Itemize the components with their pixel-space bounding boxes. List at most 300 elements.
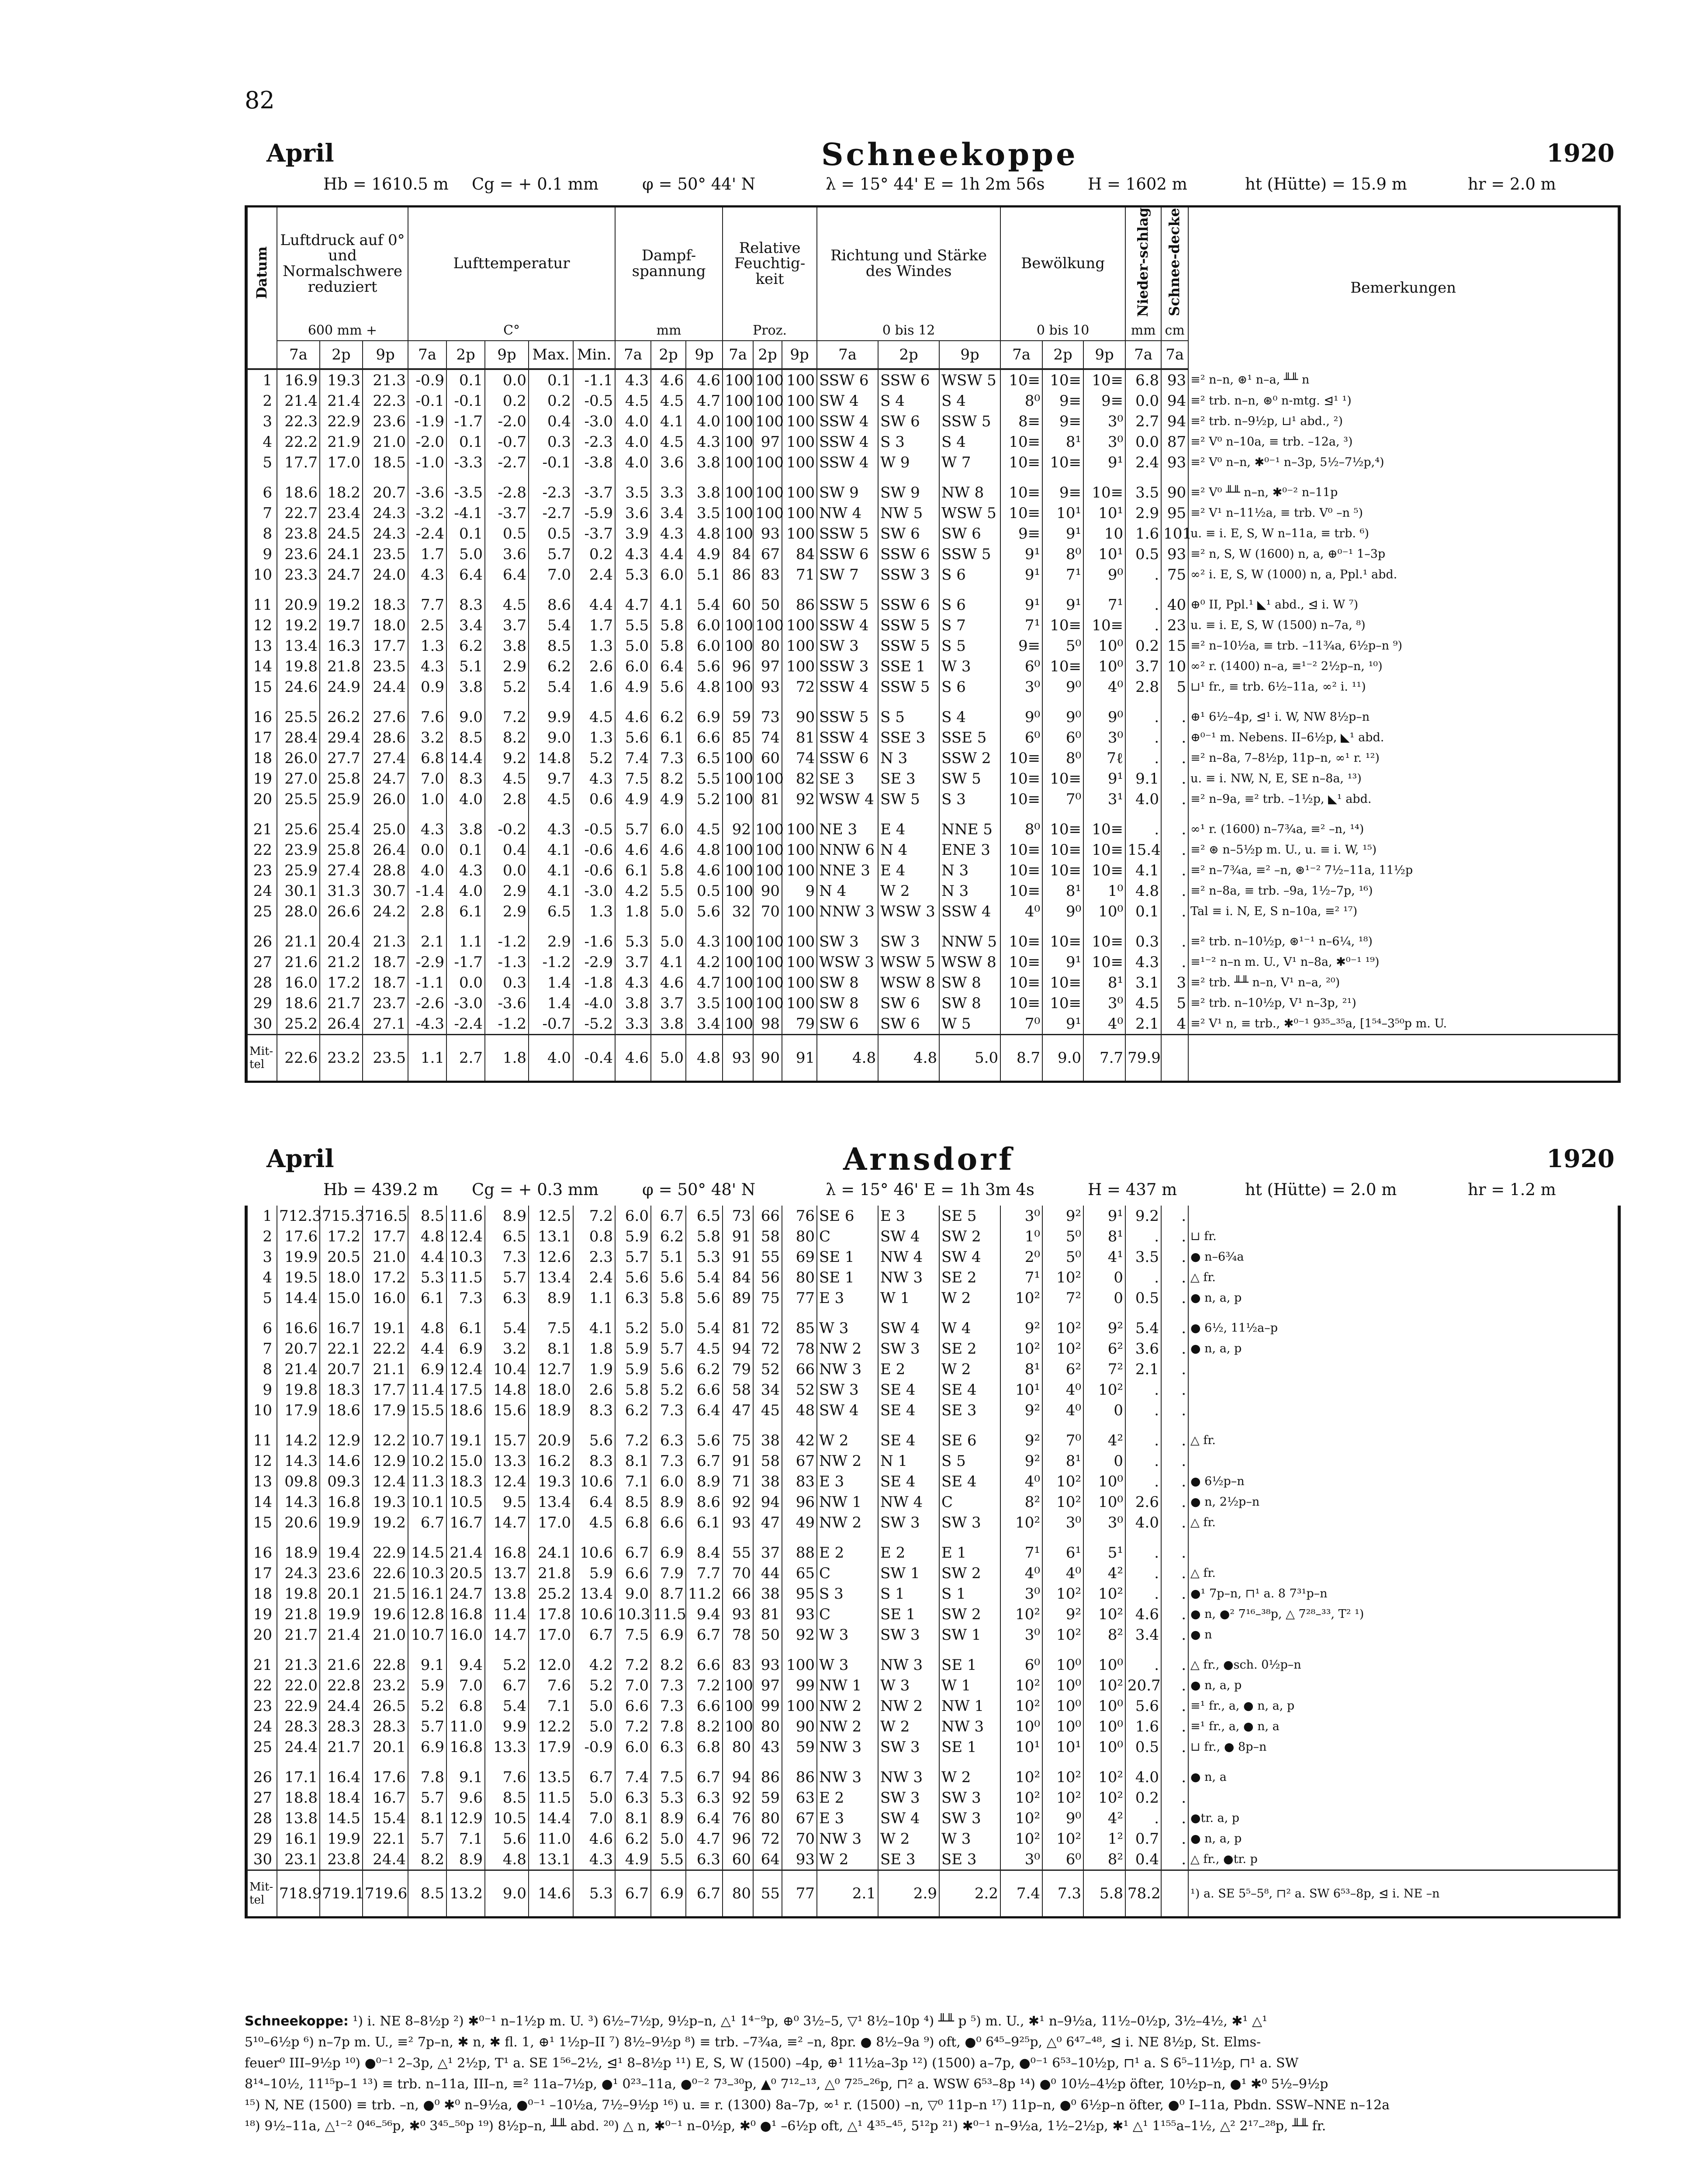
value-cell: 5.6	[651, 1267, 686, 1288]
value-cell: W 2	[939, 1359, 1000, 1379]
spacer-cell	[686, 1420, 723, 1430]
value-cell: 4.3	[615, 972, 651, 993]
value-cell: 84	[723, 1267, 753, 1288]
value-cell: .	[1161, 1787, 1188, 1808]
spacer-cell	[939, 585, 1000, 594]
value-cell: 4.3	[615, 369, 651, 390]
spacer-cell	[529, 1757, 573, 1767]
datum-header-label: Datum	[253, 246, 270, 299]
spacer-cell	[723, 922, 753, 931]
date-cell: 6	[247, 482, 277, 503]
value-cell: 14.8	[529, 748, 573, 768]
table-row	[247, 931, 1618, 952]
value-cell: 10²	[1042, 1338, 1083, 1359]
table-row	[247, 1737, 1618, 1757]
value-cell: SW 5	[878, 789, 939, 809]
value-cell: 7.2	[686, 1675, 723, 1696]
time-header: 2p	[753, 341, 782, 369]
value-cell: 99	[782, 1675, 817, 1696]
spacer-cell	[782, 1645, 817, 1655]
value-cell: 3.4	[1125, 1624, 1161, 1645]
value-cell: 21.7	[320, 1737, 363, 1757]
value-cell: 4.9	[615, 789, 651, 809]
remark-cell: ∞¹ r. (1600) n–7¾a, ≡² –n, ¹⁴)	[1188, 819, 1618, 840]
value-cell: 5.8	[615, 1379, 651, 1400]
value-cell: 0	[1083, 1267, 1125, 1288]
spacer-cell	[363, 697, 408, 707]
value-cell: 3.7	[1125, 656, 1161, 677]
value-cell: SSW 4	[817, 727, 878, 748]
value-cell: 15.4	[363, 1808, 408, 1828]
value-cell: S 6	[939, 594, 1000, 615]
value-cell: 58	[753, 1226, 782, 1247]
value-cell: 5.5	[651, 881, 686, 901]
spacer-cell	[529, 1420, 573, 1430]
spacer-cell	[573, 585, 615, 594]
value-cell: 6.6	[686, 727, 723, 748]
value-cell: 9.4	[446, 1655, 485, 1675]
value-cell: 8.9	[651, 1492, 686, 1512]
value-cell: 100	[782, 1655, 817, 1675]
spacer-cell	[573, 809, 615, 819]
value-cell: 1⁰	[1083, 881, 1125, 901]
value-cell: 100	[782, 840, 817, 860]
value-cell: 6.6	[615, 1696, 651, 1716]
nieder-header-label: Nieder-schlag	[1135, 207, 1152, 317]
spacer-cell	[573, 1645, 615, 1655]
value-cell: 11.0	[529, 1828, 573, 1849]
time-header: 7a	[1125, 341, 1161, 369]
table-row	[247, 544, 1618, 564]
value-cell: NW 4	[817, 503, 878, 523]
date-cell: 27	[247, 1787, 277, 1808]
value-cell: 23.5	[363, 656, 408, 677]
value-cell: 5.0	[573, 1716, 615, 1737]
mean-cell: 4.8	[817, 1035, 878, 1081]
value-cell: 6.4	[686, 1400, 723, 1420]
value-cell: -3.5	[446, 482, 485, 503]
value-cell: 6.3	[615, 1288, 651, 1308]
value-cell: 9⁰	[1042, 707, 1083, 727]
year-label: 1920	[1546, 139, 1615, 168]
value-cell: 4.5	[485, 594, 529, 615]
value-cell: 31.3	[320, 881, 363, 901]
value-cell: 9²	[1000, 1318, 1042, 1338]
spacer-cell	[320, 1533, 363, 1542]
value-cell: 3.8	[485, 636, 529, 656]
remark-cell: ≡² V⁰ ╨╨ n–n, ✱⁰⁻² n–11p	[1188, 482, 1618, 503]
value-cell: 6.2	[615, 1828, 651, 1849]
value-cell: 3.5	[1125, 482, 1161, 503]
value-cell: 8.7	[651, 1583, 686, 1604]
value-cell: 19.9	[320, 1828, 363, 1849]
table-row	[247, 1492, 1618, 1512]
value-cell: 9.2	[485, 748, 529, 768]
value-cell: 1.8	[573, 1338, 615, 1359]
remark-cell: ≡² n–7¾a, ≡² –n, ⊛¹⁻² 7½–11a, 11½p	[1188, 860, 1618, 881]
value-cell: 22.6	[363, 1563, 408, 1583]
value-cell: SSW 5	[939, 411, 1000, 432]
value-cell: 100	[782, 901, 817, 922]
value-cell: 8.3	[446, 768, 485, 789]
value-cell: 100	[782, 1696, 817, 1716]
value-cell: SSW 5	[878, 615, 939, 636]
remark-cell: ⊕⁰ II, Ppl.¹ ◣¹ abd., ⊴ i. W ⁷)	[1188, 594, 1618, 615]
month-label: April	[266, 1144, 334, 1173]
value-cell: 20.9	[529, 1430, 573, 1451]
value-cell: 34	[753, 1379, 782, 1400]
value-cell: 60	[753, 748, 782, 768]
value-cell: 21.1	[277, 931, 320, 952]
value-cell: 4.2	[686, 952, 723, 972]
value-cell: 37	[753, 1542, 782, 1563]
value-cell: NW 4	[878, 1492, 939, 1512]
value-cell: SW 3	[939, 1787, 1000, 1808]
value-cell: 24.0	[363, 564, 408, 585]
value-cell: 90	[782, 1716, 817, 1737]
remark-cell: ● n, ●² 7¹⁶–³⁸p, △ 7²⁸–³³, T² ¹)	[1188, 1604, 1618, 1624]
value-cell: 10≡	[1042, 768, 1083, 789]
station-constant: Hb = 439.2 m	[323, 1180, 439, 1199]
value-cell: 6.9	[651, 1542, 686, 1563]
value-cell: -1.3	[485, 952, 529, 972]
value-cell: W 3	[939, 656, 1000, 677]
value-cell: 8.6	[686, 1492, 723, 1512]
value-cell: 5.0	[651, 1318, 686, 1338]
value-cell: 4.9	[615, 677, 651, 697]
value-cell: 7¹	[1042, 564, 1083, 585]
spacer-cell	[1188, 585, 1618, 594]
date-cell: 3	[247, 411, 277, 432]
spacer-cell	[446, 697, 485, 707]
value-cell: 17.8	[529, 1604, 573, 1624]
mean-cell: 90	[753, 1035, 782, 1081]
value-cell: 19.2	[277, 615, 320, 636]
date-cell: 8	[247, 523, 277, 544]
value-cell: 80	[723, 1737, 753, 1757]
time-header: 7a	[277, 341, 320, 369]
value-cell: SW 6	[878, 1013, 939, 1035]
value-cell: 4.3	[446, 860, 485, 881]
value-cell: 86	[723, 564, 753, 585]
remark-cell: ⊔¹ fr., ≡ trb. 6½–11a, ∞² i. ¹¹)	[1188, 677, 1618, 697]
value-cell: 94	[753, 1492, 782, 1512]
value-cell: 6.3	[686, 1787, 723, 1808]
value-cell: 100	[723, 523, 753, 544]
value-cell: 15.0	[446, 1451, 485, 1471]
value-cell: SW 2	[939, 1604, 1000, 1624]
value-cell: 8≡	[1000, 411, 1042, 432]
table-row	[247, 523, 1618, 544]
value-cell: 67	[753, 544, 782, 564]
remark-cell	[1188, 1379, 1618, 1400]
time-header: 7a	[408, 341, 446, 369]
time-header: 7a	[1000, 341, 1042, 369]
spacer-cell	[753, 1757, 782, 1767]
value-cell: 10²	[1000, 1604, 1042, 1624]
mean-cell: 9.0	[1042, 1035, 1083, 1081]
value-cell: S 4	[939, 707, 1000, 727]
value-cell: 24.1	[529, 1542, 573, 1563]
date-cell: 2	[247, 390, 277, 411]
value-cell: SW 8	[817, 993, 878, 1013]
value-cell: 66	[753, 1206, 782, 1226]
remark-cell: ≡² V⁰ n–10a, ≡ trb. –12a, ³)	[1188, 432, 1618, 452]
value-cell: SSW 4	[817, 411, 878, 432]
spacer-cell	[1161, 1308, 1188, 1318]
remark-cell: ●tr. a, p	[1188, 1808, 1618, 1828]
value-cell: SE 6	[817, 1206, 878, 1226]
value-cell: NW 3	[817, 1737, 878, 1757]
footnote-line: 8¹⁴–10½, 11¹⁵p–1 ¹³) ≡ trb. n–11a, III–n, ≡² 11a–7½p, ●¹ 0²³–11a, ●⁰⁻² 7³–³⁰p, ▲⁰ 7¹²–¹³, △⁰ 7²⁵–²⁶p, ⊓² a. WSW 6⁵³–8p ¹⁴) ●⁰ 10½–4½p öfter, 10½p–n, ●¹ ✱⁰ 5½–9½p	[245, 2077, 1328, 2092]
value-cell: 0.0	[1125, 390, 1161, 411]
value-cell: .	[1125, 594, 1161, 615]
value-cell: SE 1	[817, 1267, 878, 1288]
value-cell: 13.4	[529, 1492, 573, 1512]
spacer-cell	[408, 473, 446, 482]
value-cell: SSW 5	[939, 544, 1000, 564]
value-cell: 55	[753, 1247, 782, 1267]
value-cell: WSW 5	[939, 503, 1000, 523]
value-cell: .	[1125, 707, 1161, 727]
value-cell: 5.2	[573, 1675, 615, 1696]
value-cell: 5.6	[615, 727, 651, 748]
value-cell: 19.9	[277, 1247, 320, 1267]
value-cell: 18.6	[277, 482, 320, 503]
value-cell: 7.3	[485, 1247, 529, 1267]
spacer-cell	[446, 809, 485, 819]
value-cell: S 4	[939, 432, 1000, 452]
footnote-line: feuer⁰ III–9½p ¹⁰) ●⁰⁻¹ 2–3p, △¹ 2½p, T¹ a. SE 1⁵⁶–2½, ⊴¹ 8–8½p ¹¹) E, S, W (1500) –4p, ⊕¹ 11½a–3p ¹²) (1500) a–7p, ●⁰⁻¹ 6⁵³–10½p, ⊓¹ a. S 6⁵–11½p, ⊓¹ a. SW	[245, 2056, 1299, 2071]
value-cell: E 4	[878, 860, 939, 881]
value-cell: 10≡	[1000, 931, 1042, 952]
mean-cell: 4.6	[615, 1035, 651, 1081]
value-cell: E 2	[817, 1787, 878, 1808]
value-cell: 18.7	[363, 972, 408, 993]
value-cell: .	[1161, 1696, 1188, 1716]
value-cell: 24.4	[363, 1849, 408, 1870]
mean-cell: 2.2	[939, 1870, 1000, 1917]
spacer-cell	[1188, 809, 1618, 819]
value-cell: 100	[723, 952, 753, 972]
value-cell: SE 3	[878, 768, 939, 789]
value-cell: 5.0	[573, 1787, 615, 1808]
value-cell: 100	[782, 952, 817, 972]
value-cell: 9²	[1000, 1400, 1042, 1420]
spacer-cell	[573, 473, 615, 482]
spacer-cell	[320, 1420, 363, 1430]
value-cell: 82	[782, 768, 817, 789]
value-cell: 22.2	[363, 1338, 408, 1359]
time-header: 7a	[615, 341, 651, 369]
value-cell: 4.5	[1125, 993, 1161, 1013]
value-cell: 93	[723, 1512, 753, 1533]
date-cell: 26	[247, 931, 277, 952]
value-cell: 7.6	[485, 1767, 529, 1787]
value-cell: 21.6	[320, 1655, 363, 1675]
value-cell: NW 1	[939, 1696, 1000, 1716]
value-cell: 80	[782, 1226, 817, 1247]
value-cell: 95	[1161, 503, 1188, 523]
value-cell: .	[1161, 1226, 1188, 1247]
value-cell: 4.3	[1125, 952, 1161, 972]
value-cell: 23.8	[320, 1849, 363, 1870]
spacer-cell	[529, 697, 573, 707]
value-cell: 5.6	[686, 1430, 723, 1451]
spacer-cell	[817, 1533, 878, 1542]
value-cell: SW 8	[939, 993, 1000, 1013]
value-cell: 21.1	[363, 1359, 408, 1379]
value-cell: SW 3	[939, 1808, 1000, 1828]
value-cell: 11.5	[651, 1604, 686, 1624]
value-cell: 7.0	[446, 1675, 485, 1696]
value-cell: 28.8	[363, 860, 408, 881]
value-cell: N 3	[878, 748, 939, 768]
value-cell: 60	[723, 594, 753, 615]
mean-cell: 79.9	[1125, 1035, 1161, 1081]
value-cell: 10≡	[1042, 452, 1083, 473]
value-cell: 28.3	[363, 1716, 408, 1737]
value-cell: 8²	[1083, 1624, 1125, 1645]
spacer-cell	[1188, 473, 1618, 482]
value-cell: 23	[1161, 615, 1188, 636]
value-cell: -2.3	[529, 482, 573, 503]
value-cell: S 5	[939, 1451, 1000, 1471]
value-cell: 5.6	[686, 1288, 723, 1308]
value-cell: 13.4	[573, 1583, 615, 1604]
value-cell: 9²	[1000, 1430, 1042, 1451]
value-cell: SSE 3	[878, 727, 939, 748]
value-cell: 22.8	[320, 1675, 363, 1696]
value-cell: NW 2	[817, 1696, 878, 1716]
value-cell: 47	[723, 1400, 753, 1420]
remark-cell: ≡² trb. ╨╨ n–n, V¹ n–a, ²⁰)	[1188, 972, 1618, 993]
date-cell: 10	[247, 1400, 277, 1420]
value-cell: 9¹	[1083, 452, 1125, 473]
value-cell: 0.1	[1125, 901, 1161, 922]
value-cell: 6.9	[686, 707, 723, 727]
value-cell: 5.4	[1125, 1318, 1161, 1338]
value-cell: 1.7	[408, 544, 446, 564]
schneekoppe-table	[245, 205, 1621, 1083]
value-cell: 4.1	[1125, 860, 1161, 881]
value-cell: 10⁰	[1042, 1675, 1083, 1696]
value-cell: 23.6	[320, 1563, 363, 1583]
value-cell: 7.8	[651, 1716, 686, 1737]
value-cell: 25.9	[320, 789, 363, 809]
remark-cell: ⊕¹ 6½–4p, ⊴¹ i. W, NW 8½p–n	[1188, 707, 1618, 727]
value-cell: -2.9	[408, 952, 446, 972]
value-cell: 10¹	[1083, 503, 1125, 523]
value-cell: 8¹	[1042, 1451, 1083, 1471]
value-cell: 19.5	[277, 1267, 320, 1288]
value-cell: 18.0	[363, 615, 408, 636]
spacer-cell	[723, 1645, 753, 1655]
mean-cell: 93	[723, 1035, 753, 1081]
value-cell: 0.2	[573, 544, 615, 564]
value-cell: .	[1161, 1451, 1188, 1471]
spacer-cell	[1042, 1420, 1083, 1430]
station-constant: Hb = 1610.5 m	[323, 175, 449, 194]
value-cell: 10.3	[615, 1604, 651, 1624]
value-cell: 22.9	[363, 1542, 408, 1563]
spacer-cell	[878, 809, 939, 819]
value-cell: 10⁰	[1083, 1492, 1125, 1512]
value-cell: 7.3	[446, 1288, 485, 1308]
value-cell: 8.2	[408, 1849, 446, 1870]
value-cell: 4.0	[1125, 789, 1161, 809]
spacer-cell	[485, 922, 529, 931]
date-cell: 11	[247, 1430, 277, 1451]
value-cell: 100	[723, 1696, 753, 1716]
spacer-cell	[1083, 697, 1125, 707]
value-cell: 21.2	[320, 952, 363, 972]
value-cell: 5.4	[686, 594, 723, 615]
value-cell: 6.0	[615, 1737, 651, 1757]
value-cell: 4.2	[573, 1655, 615, 1675]
spacer-cell	[1188, 1533, 1618, 1542]
value-cell: 47	[753, 1512, 782, 1533]
value-cell: 22.2	[277, 432, 320, 452]
value-cell: 5.1	[686, 564, 723, 585]
value-cell: 7.6	[408, 707, 446, 727]
value-cell: 10⁰	[1083, 636, 1125, 656]
spacer-cell	[615, 922, 651, 931]
date-cell: 4	[247, 432, 277, 452]
value-cell: 3.5	[1125, 1247, 1161, 1267]
spacer-cell	[723, 585, 753, 594]
value-cell: S 5	[939, 636, 1000, 656]
value-cell: SSW 6	[817, 544, 878, 564]
value-cell: 17.6	[277, 1226, 320, 1247]
spacer-cell	[485, 697, 529, 707]
value-cell: N 3	[939, 860, 1000, 881]
value-cell: 97	[753, 432, 782, 452]
station-constant: hr = 1.2 m	[1468, 1180, 1556, 1199]
value-cell: -1.0	[408, 452, 446, 473]
date-cell: 18	[247, 1583, 277, 1604]
spacer-cell	[1083, 473, 1125, 482]
value-cell: 76	[782, 1206, 817, 1226]
value-cell: 8.9	[651, 1808, 686, 1828]
spacer-cell	[753, 1420, 782, 1430]
value-cell: 0.2	[529, 390, 573, 411]
table-row	[247, 840, 1618, 860]
value-cell: WSW 4	[817, 789, 878, 809]
spacer-cell	[753, 1533, 782, 1542]
value-cell: -5.2	[573, 1013, 615, 1035]
mean-cell: 8.5	[408, 1870, 446, 1917]
spacer-cell	[1042, 1533, 1083, 1542]
value-cell: -1.2	[529, 952, 573, 972]
spacer-cell	[782, 1757, 817, 1767]
value-cell: 17.1	[277, 1767, 320, 1787]
value-cell: 93	[753, 677, 782, 697]
spacer-cell	[615, 585, 651, 594]
spacer-cell	[320, 922, 363, 931]
value-cell: 4.8	[408, 1226, 446, 1247]
value-cell: 6.0	[686, 636, 723, 656]
remark-cell: ≡¹⁻² n–n m. U., V¹ n–8a, ✱⁰⁻¹ ¹⁹)	[1188, 952, 1618, 972]
value-cell: WSW 3	[817, 952, 878, 972]
value-cell: 6.6	[686, 1696, 723, 1716]
value-cell: -3.7	[485, 503, 529, 523]
value-cell: 10≡	[1083, 482, 1125, 503]
value-cell: 100	[753, 369, 782, 390]
value-cell: C	[817, 1604, 878, 1624]
value-cell: 100	[723, 615, 753, 636]
value-cell: .	[1161, 952, 1188, 972]
